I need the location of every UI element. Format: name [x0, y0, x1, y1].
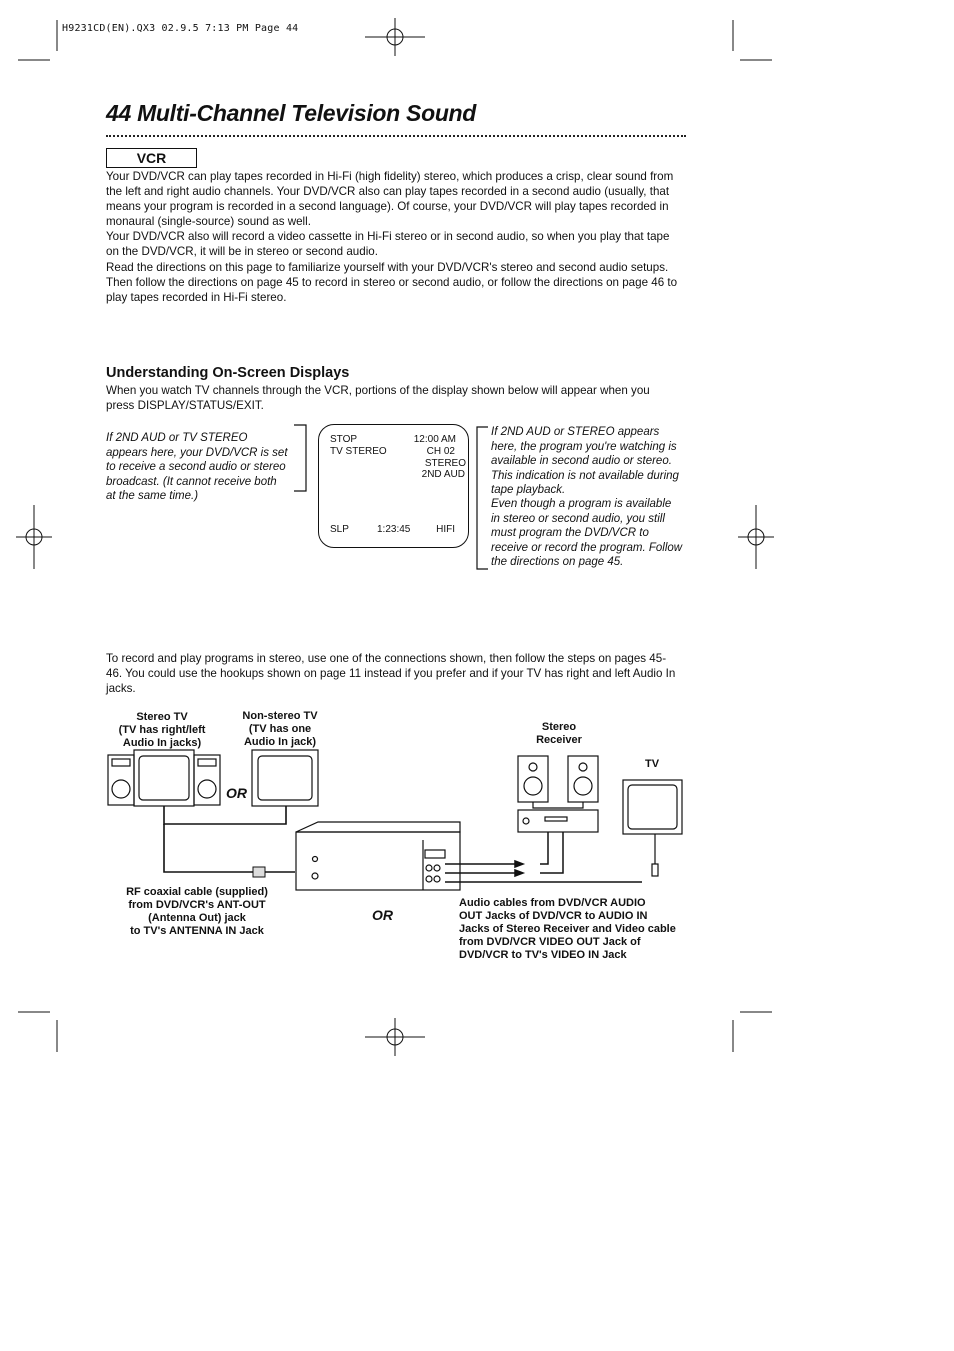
tv-label: TV	[645, 758, 660, 770]
osd-counter: 1:23:45	[377, 524, 411, 535]
displays-text: When you watch TV channels through the VCR, portions of the display shown below will appear when you press DISPLAY/STATUS/EXIT.	[106, 384, 650, 412]
nonstereo-tv-label: Non-stereo TV (TV has one Audio In jack)	[242, 710, 318, 748]
or-label-1: OR	[226, 785, 247, 801]
stereo-tv-label: Stereo TV (TV has right/left Audio In jacks)	[118, 711, 206, 749]
receiver-label: Stereo Receiver	[536, 721, 582, 746]
right-note-1: If 2ND AUD or STEREO appears here, the program you're watching is available in second audio or stereo. This indication is not available during tape playback.	[491, 426, 679, 497]
page-title: 44 Multi-Channel Television Sound	[106, 100, 477, 126]
title-divider	[106, 135, 686, 137]
osd-time: 12:00 AM	[413, 434, 456, 445]
osd-tv-stereo: TV STEREO	[330, 446, 387, 457]
osd-channel: CH 02	[426, 446, 455, 457]
osd-stereo: STEREO	[424, 458, 466, 469]
left-note: If 2ND AUD or TV STEREO appears here, your DVD/VCR is set to receive a second audio or stereo broadcast. (It cannot receive both at the same time.)	[106, 432, 288, 503]
osd-hifi: HIFI	[436, 524, 455, 535]
osd-stop: STOP	[330, 434, 358, 445]
or-label-2: OR	[372, 907, 393, 923]
on-screen-display	[318, 424, 469, 548]
osd-second-audio: 2ND AUD	[421, 469, 465, 480]
displays-heading: Understanding On-Screen Displays	[106, 365, 350, 381]
stereo-receiver-drawing	[518, 756, 598, 832]
rf-cable-caption: RF coaxial cable (supplied) from DVD/VCR's ANT-OUT (Antenna Out) jack to TV's ANTENNA IN Jack	[126, 886, 268, 937]
stereo-tv-drawing	[108, 750, 220, 806]
connections-text: To record and play programs in stereo, use one of the connections shown, then follow the steps on pages 45-46. You could use the hookups shown on page 11 instead if you prefer and if your TV has right and left Audio In jacks.	[106, 652, 676, 695]
slug-line: H9231CD(EN).QX3 02.9.5 7:13 PM Page 44	[62, 23, 299, 34]
section-tag: VCR	[106, 148, 197, 168]
audio-cable-drawing	[445, 832, 642, 882]
osd-speed: SLP	[330, 524, 349, 535]
rf-cable-drawing	[164, 806, 295, 877]
right-note-2: Even though a program is available in stereo or second audio, you still must program the DVD/VCR to receive or record the program. Follow the directions on page 45.	[491, 498, 683, 569]
intro-paragraph-2: Your DVD/VCR also will record a video cassette in Hi-Fi stereo or in second audio, so when you play that tape on the DVD/VCR, it will be in stereo or second audio.	[106, 230, 670, 258]
intro-paragraph-3: Read the directions on this page to familiarize yourself with your DVD/VCR's stereo and second audio setups. Then follow the directions on page 45 to record in stereo or second audio, or follow the directions on page 46 to play tapes recorded in Hi-Fi stereo.	[106, 261, 678, 304]
nonstereo-tv-drawing	[252, 750, 318, 806]
audio-cable-caption: Audio cables from DVD/VCR AUDIO OUT Jacks of DVD/VCR to AUDIO IN Jacks of Stereo Receiver and Video cable from DVD/VCR VIDEO OUT Jack of DVD/VCR to TV's VIDEO IN Jack	[459, 897, 676, 961]
dvd-vcr-drawing	[296, 822, 460, 890]
intro-paragraph-1: Your DVD/VCR can play tapes recorded in Hi-Fi (high fidelity) stereo, which produces a crisp, clear sound from the left and right audio channels. Your DVD/VCR also can play tapes recorded in a second audio (usually, that means your program is recorded in a second language). Of course, your DVD/VCR will play tapes recorded in monaural (single-source) sound as well.	[106, 170, 674, 228]
tv-drawing	[623, 780, 682, 876]
